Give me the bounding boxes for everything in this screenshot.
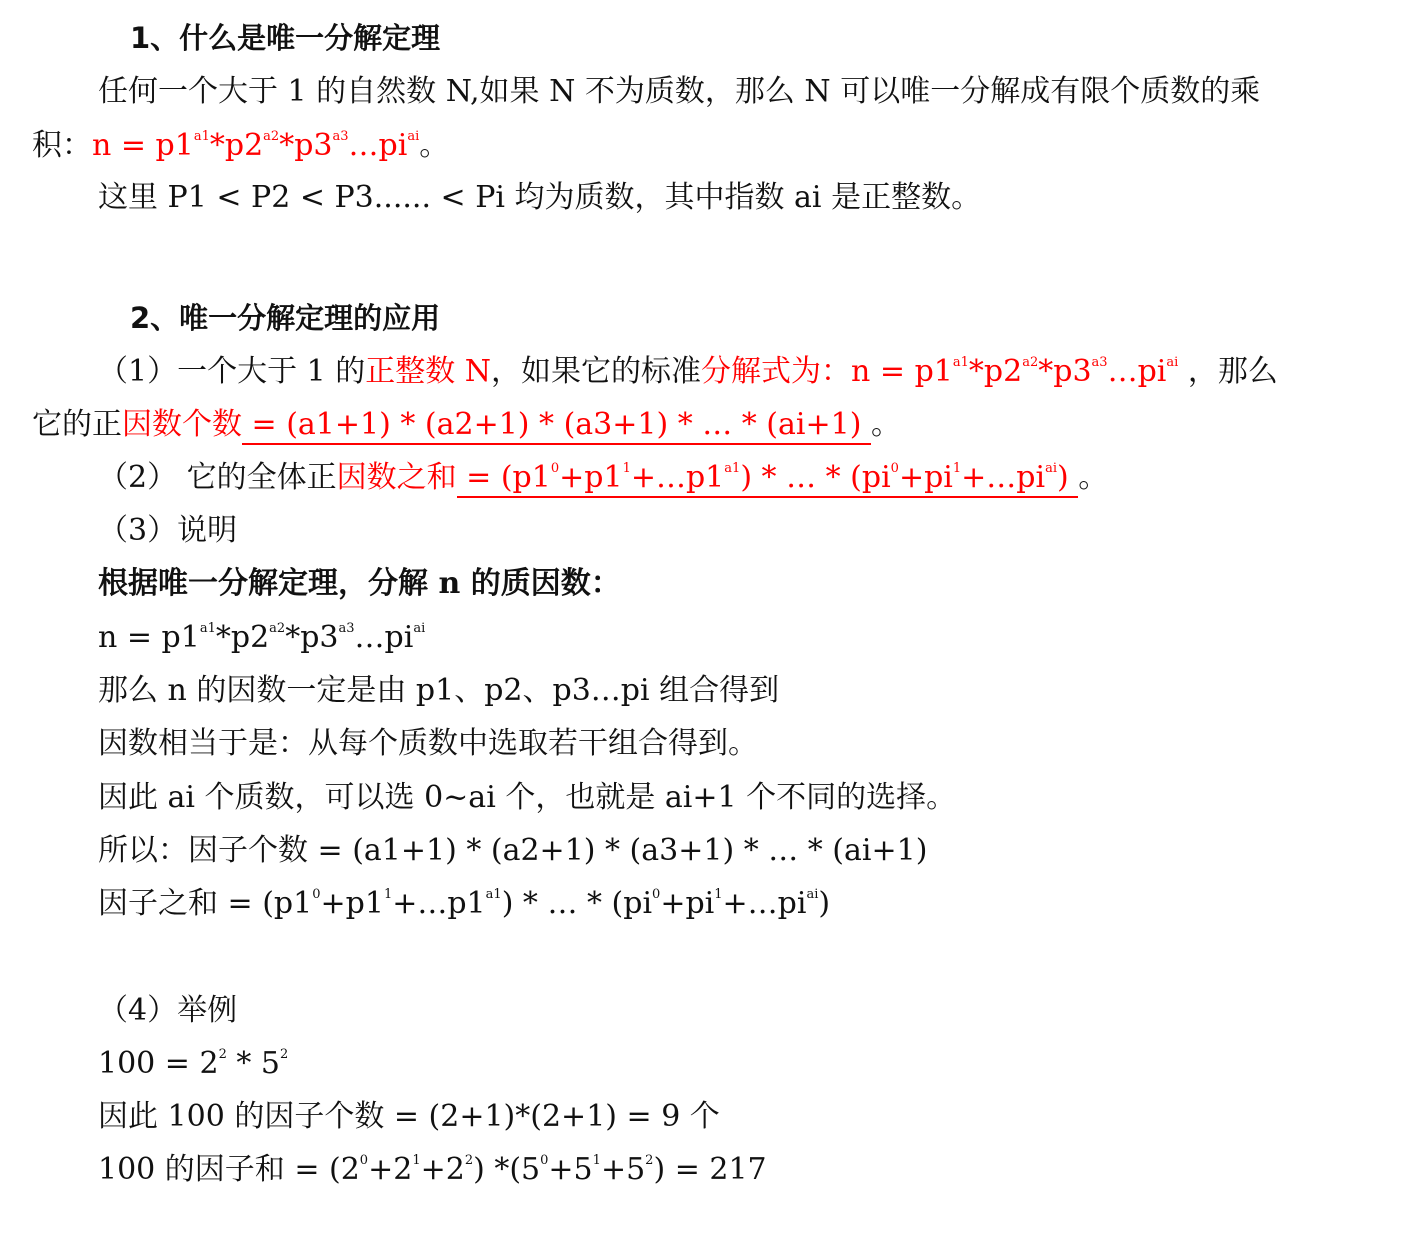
explanation-line-2: 因数相当于是：从每个质数中选取若干组合得到。 <box>98 726 758 761</box>
paragraph-suffix: 。 <box>419 128 450 163</box>
item-4-label: （4）举例 <box>98 993 238 1028</box>
item-1-text-c: ，如果它的标准 <box>491 354 702 389</box>
divisor-sum-formula: = $(p1^0+p1^1+\dots p1^{a1})$ * … * $(pi^0+pi^1+\dots pi^{ai})$ <box>457 460 1079 498</box>
section-1-heading: 1、什么是唯一分解定理 <box>130 21 441 55</box>
item-1-line-1 <box>98 354 1278 396</box>
item-1-period: 。 <box>870 407 901 442</box>
item-1-line-2 <box>32 407 901 443</box>
positive-integer-n: 正整数 N <box>365 354 492 389</box>
section-2-heading: 2、唯一分解定理的应用 <box>130 301 441 335</box>
divisor-count-formula: = (a1+1) * (a2+1) * (a3+1) * … * (ai+1) <box>242 407 871 445</box>
item-1-text-e: ，那么 <box>1178 354 1278 389</box>
item-3-label: （3）说明 <box>98 513 238 548</box>
explanation-line-4: 所以：因子个数 = (a1+1) * (a2+1) * (a3+1) * … * (ai+1) <box>98 833 928 868</box>
section-1-paragraph-line-1: 任何一个大于 1 的自然数 N,如果 N 不为质数，那么 N 可以唯一分解成有限个质数的乘 <box>98 74 1261 109</box>
example-line-3: 100 的因子和 = $(2^0+2^1+2^2) *(5^0+5^1+5^2) = 217$ <box>98 1152 767 1187</box>
item-2-line <box>98 460 1108 502</box>
example-line-1: $100 = 2^2 * 5^2$ <box>98 1046 289 1081</box>
paragraph-prefix: 积： <box>32 128 92 163</box>
explanation-line-3: 因此 ai 个质数，可以选 0~ai 个，也就是 ai+1 个不同的选择。 <box>98 780 957 815</box>
item-1-text-l2a: 它的正 <box>32 407 122 442</box>
decomposition-label: 分解式为： <box>701 354 852 389</box>
item-1-formula: $n = p1^{a1}*p2^{a2}*p3^{a3}\dots pi^{ai}$ <box>851 354 1179 389</box>
explanation-lead: 根据唯一分解定理，分解 n 的质因数： <box>98 566 621 601</box>
section-1-paragraph-line-2 <box>32 128 449 170</box>
example-line-2: 因此 100 的因子个数 = (2+1)*(2+1) = 9 个 <box>98 1099 720 1134</box>
explanation-formula: $n = p1^{a1}*p2^{a2}*p3^{a3}\dots pi^{ai}$ <box>98 620 426 655</box>
factorization-formula: $n = p1^{a1}*p2^{a2}*p3^{a3}\dots pi^{ai}$ <box>92 128 420 163</box>
divisor-sum-label: 因数之和 <box>336 460 457 495</box>
explanation-line-5: 因子之和 = $(p1^0+p1^1+\dots p1^{a1})$ * … * $(pi^0+pi^1+\dots pi^{ai})$ <box>98 886 831 921</box>
item-2-period: 。 <box>1078 460 1109 495</box>
section-1-paragraph-line-3: 这里 P1 < P2 < P3...... < Pi 均为质数，其中指数 ai 是正整数。 <box>98 180 982 215</box>
divisor-count-label: 因数个数 <box>122 407 242 442</box>
item-1-text-a: （1）一个大于 1 的 <box>98 354 366 389</box>
item-2-text-a: （2） 它的全体正 <box>98 460 337 495</box>
explanation-line-1: 那么 n 的因数一定是由 p1、p2、p3…pi 组合得到 <box>98 673 780 708</box>
